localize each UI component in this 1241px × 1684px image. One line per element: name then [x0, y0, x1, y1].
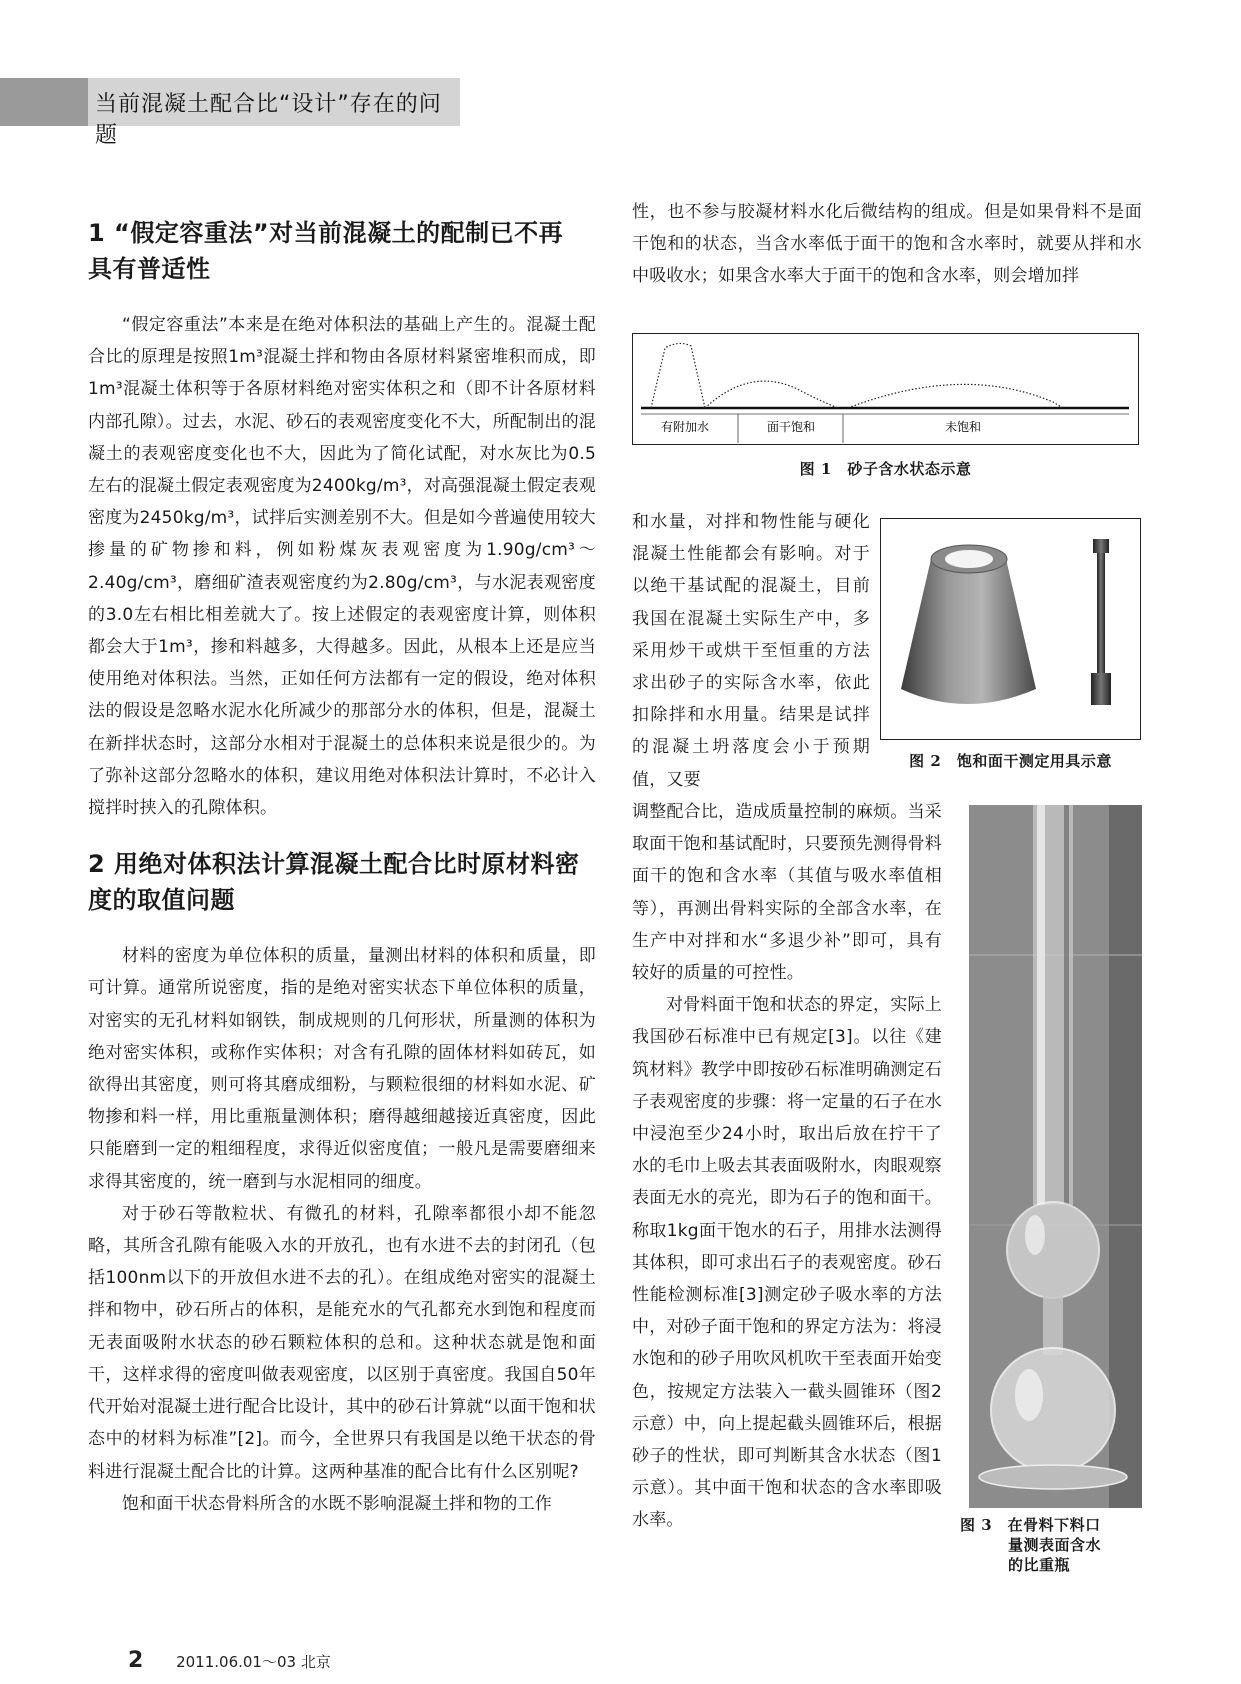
page-number: 2: [128, 1648, 144, 1673]
figure-2: [880, 518, 1141, 740]
section1-heading-line2: 具有普适性: [88, 255, 211, 283]
page-footer: [128, 1648, 331, 1673]
figure-2-caption: 图 2 饱和面干测定用具示意: [909, 752, 1112, 770]
right-paragraph-mid-b: 调整配合比，造成质量控制的麻烦。当采取面干饱和基试配时，只要预先测得骨料面干的饱和含水率（其值与吸水率值相等），再测出骨料实际的全部含水率，在生产中对拌和水“多退少补”即可，具有较好的质量的可控性。: [632, 802, 942, 984]
section1-paragraph: “假定容重法”本来是在绝对体积法的基础上产生的。混凝土配合比的原理是按照1m³混凝土拌和物由各原材料紧密堆积而成，即1m³混凝土体积等于各原材料绝对密实体积之和（即不计各原材料内部孔隙）。过去，水泥、砂石的表观密度变化不大，所配制出的混凝土的表观密度变化也不大，因此为了简化试配，对水灰比为0.5左右的混凝土假定表观密度为2400kg/m³，对高强混凝土假定表观密度为2450kg/m³，试拌后实测差别不大。但是如今普遍使用较大掺量的矿物掺和料，例如粉煤灰表观密度为1.90g/cm³～2.40g/cm³，磨细矿渣表观密度约为2.80g/cm³，与水泥表观密度的3.0左右相比相差就大了。按上述假定的表观密度计算，则体积都会大于1m³，掺和料越多，大得越多。因此，从根本上还是应当使用绝对体积法。当然，正如任何方法都有一定的假设，绝对体积法的假设是忽略水泥水化所减少的那部分水的体积，但是，混凝土在新拌状态时，这部分水相对于混凝土的总体积来说是很少的。为了弥补这部分忽略水的体积，建议用绝对体积法计算时，不必计入搅拌时挟入的孔隙体积。: [88, 315, 596, 819]
label-unsaturated: 未饱和: [944, 420, 982, 434]
section2-paragraph3: 饱和面干状态骨料所含的水既不影响混凝土拌和物的工作: [122, 1493, 552, 1514]
section1-heading: [88, 215, 596, 287]
right-paragraph-top: 性，也不参与胶凝材料水化后微结构的组成。但是如果骨料不是面干饱和的状态，当含水率低于面干的饱和含水率时，就要从拌和水中吸收水；如果含水率大于面干的饱和含水率，则会增加拌: [632, 202, 1142, 287]
label-with-added-water: 有附加水: [660, 420, 710, 434]
section2-heading-line2: 度的取值问题: [88, 886, 235, 915]
section2-heading-line1: 2 用绝对体积法计算混凝土配合比时原材料密: [88, 850, 580, 879]
section2-heading: [88, 846, 596, 918]
section2-paragraph1: 材料的密度为单位体积的质量，量测出材料的体积和质量，即可计算。通常所说密度，指的是绝对密实状态下单位体积的质量，对密实的无孔材料如钢铁，制成规则的几何形状，所量测的体积为绝对密实体积，或称作实体积；对含有孔隙的固体材料如砖瓦，如欲得出其密度，则可将其磨成细粉，与颗粒很细的材料如水泥、矿物掺和料一样，用比重瓶量测体积；磨得越细越接近真密度，因此只能磨到一定的粗细程度，求得近似密度值；一般凡是需要磨细来求得其密度的，统一磨到与水泥相同的细度。: [88, 946, 596, 1192]
sand-moisture-diagram: [633, 334, 1137, 443]
figure-1-caption: 图 1 砂子含水状态示意: [799, 460, 972, 478]
figure-3-caption-line3: 的比重瓶: [1008, 1556, 1071, 1574]
figure-3-caption-line2: 量测表面含水: [1008, 1536, 1102, 1554]
figure-3-photo: [969, 805, 1142, 1508]
left-column: [88, 215, 596, 1520]
right-paragraph-bottom: 对骨料面干饱和状态的界定，实际上我国砂石标准中已有规定[3]。以往《建筑材料》教学中即按砂石标准明确测定石子表观密度的步骤：将一定量的石子在水中浸泡至少24小时，取出后放在拧干了水的毛巾上吸去其表面吸附水，肉眼观察表面无水的亮光，即为石子的饱和面干。称取1kg面干饱水的石子，用排水法测得其体积，即可求出石子的表观密度。砂石性能检测标准[3]测定砂子吸水率的方法中，对砂子面干饱和的界定方法为：将浸水饱和的砂子用吹风机吹干至表面开始变色，按规定方法装入一截头圆锥环（图2示意）中，向上提起截头圆锥环后，根据砂子的性状，即可判断其含水状态（图1示意）。其中面干饱和状态的含水率即吸水率。: [632, 995, 942, 1531]
figure-1: [632, 333, 1139, 445]
header-bar: [0, 78, 460, 148]
figure-3-caption: [960, 1515, 1150, 1575]
right-paragraph-mid-a: 和水量，对拌和物性能与硬化混凝土性能都会有影响。对于以绝干基试配的混凝土，目前我国在混凝土实际生产中，多采用炒干或烘干至恒重的方法求出砂子的实际含水率，依此扣除拌和水用量。结果是试拌的混凝土坍落度会小于预期值，又要: [632, 512, 870, 790]
cone-mold-and-tamper-diagram: [881, 519, 1139, 738]
right-column-top: [632, 196, 1142, 293]
figure-3-caption-line1: 图 3 在骨料下料口: [960, 1516, 1101, 1534]
pycnometer-flask-image: [969, 805, 1142, 1508]
label-surface-dry-saturated: 面干饱和: [766, 420, 816, 434]
running-title: 当前混凝土配合比“设计”存在的问题: [95, 92, 442, 148]
section1-heading-line1: 1 “假定容重法”对当前混凝土的配制已不再: [88, 219, 564, 247]
issue-info: 2011.06.01～03 北京: [176, 1653, 331, 1671]
header-accent: [0, 78, 88, 126]
section2-paragraph2: 对于砂石等散粒状、有微孔的材料，孔隙率都很小却不能忽略，其所含孔隙有能吸入水的开放孔，也有水进不去的封闭孔（包括100nm以下的开放但水进不去的孔）。在组成绝对密实的混凝土拌和物中，砂石所占的体积，是能充水的气孔都充水到饱和程度而无表面吸附水状态的砂石颗粒体积的总和。这种状态就是饱和面干，这样求得的密度叫做表观密度，以区别于真密度。我国自50年代开始对混凝土进行配合比设计，其中的砂石计算就“以面干饱和状态中的材料为标准”[2]。而今，全世界只有我国是以绝干状态的骨料进行混凝土配合比的计算。这两种基准的配合比有什么区别呢?: [88, 1203, 596, 1482]
